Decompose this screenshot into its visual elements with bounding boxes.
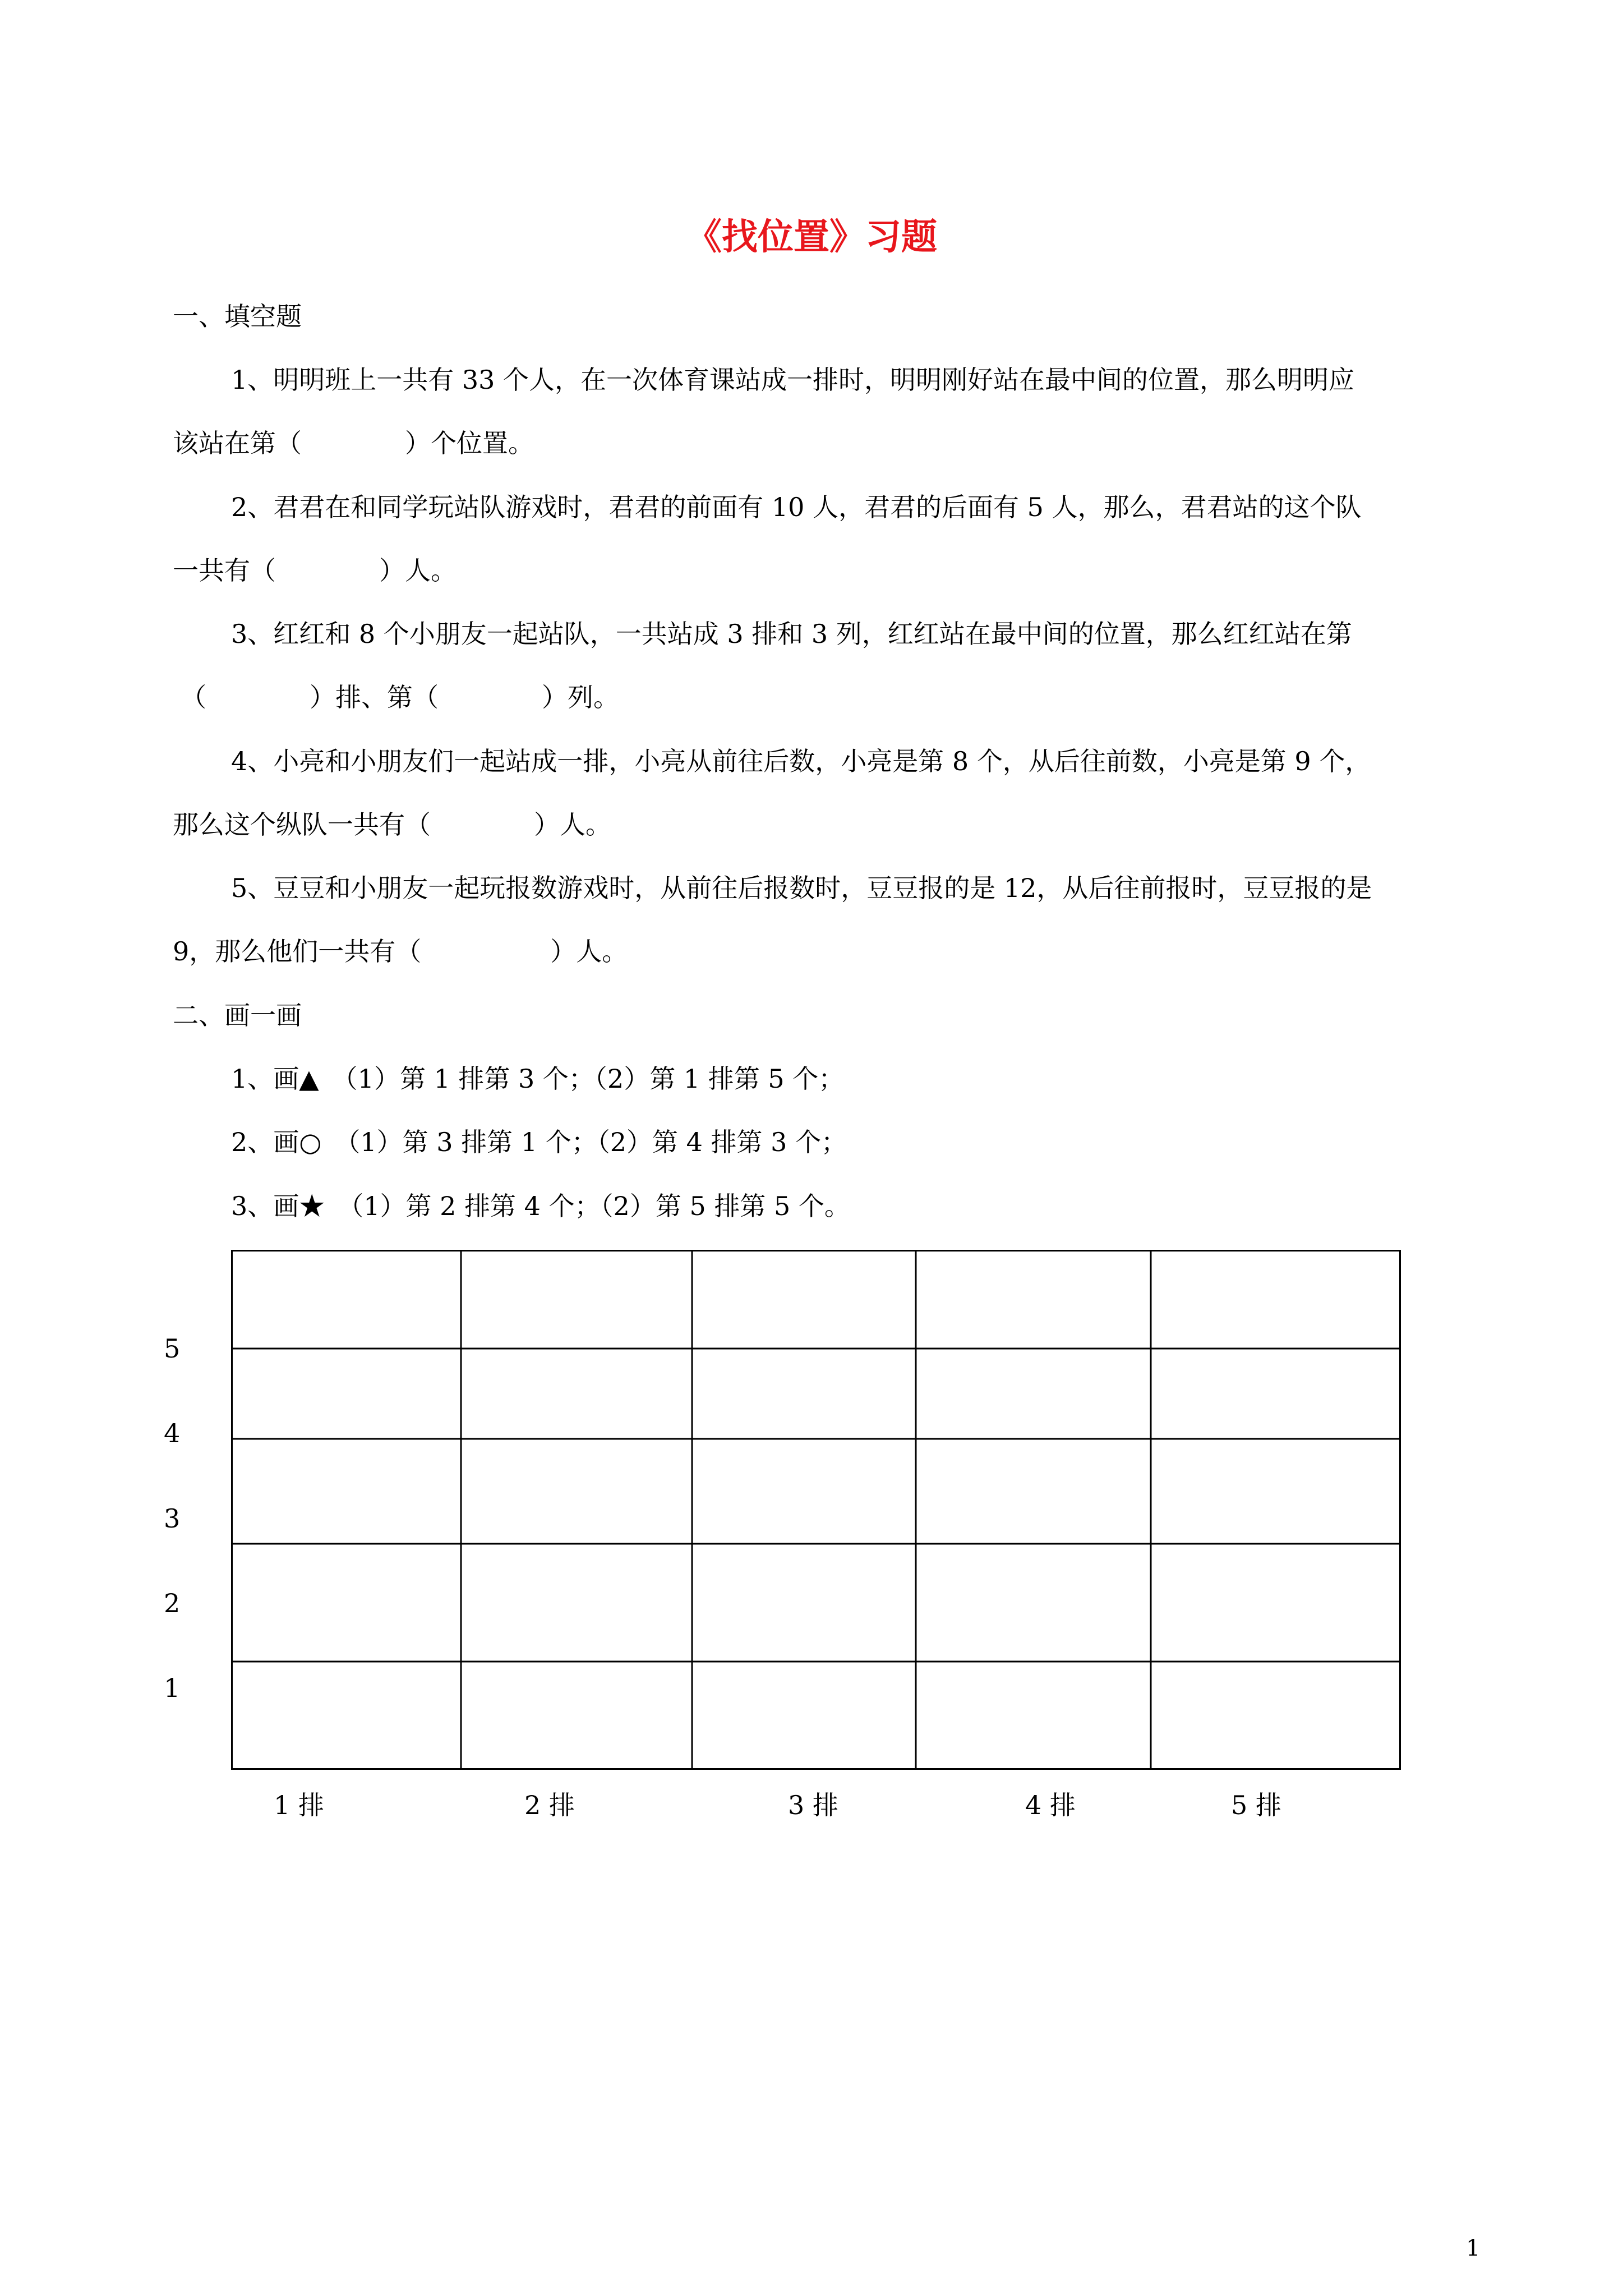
row-number-4: 4 [164, 1418, 181, 1448]
column-label-3: 3 排 [788, 1790, 838, 1820]
position-grid [231, 1250, 1401, 1770]
question-5-line-2: 9，那么他们一共有（ ）人。 [173, 936, 628, 967]
question-4-line-1: 4、小亮和小朋友们一起站成一排，小亮从前往后数，小亮是第 8 个，从后往前数，小亮是第 9 个， [231, 746, 1371, 776]
section-heading-draw: 二、画一画 [173, 1000, 302, 1030]
question-5-line-1: 5、豆豆和小朋友一起玩报数游戏时，从前往后报数时，豆豆报的是 12，从后往前报时，豆豆报的是 [231, 873, 1372, 903]
draw-item-2: 2、画○ （1）第 3 排第 1 个；（2）第 4 排第 3 个； [231, 1127, 847, 1157]
question-2-line-2: 一共有（ ）人。 [173, 555, 457, 586]
section-heading-fill-in: 一、填空题 [173, 301, 302, 332]
row-number-5: 5 [164, 1333, 181, 1364]
question-1-line-2: 该站在第（ ）个位置。 [173, 428, 534, 458]
question-2-line-1: 2、君君在和同学玩站队游戏时，君君的前面有 10 人，君君的后面有 5 人，那么，君君站的这个队 [231, 492, 1362, 522]
draw-item-1: 1、画▲ （1）第 1 排第 3 个；（2）第 1 排第 5 个； [231, 1064, 845, 1094]
draw-item-3: 3、画★ （1）第 2 排第 4 个；（2）第 5 排第 5 个。 [231, 1191, 850, 1221]
column-label-4: 4 排 [1025, 1790, 1076, 1820]
grid-lines [231, 1250, 1401, 1770]
question-3-line-2: （ ）排、第（ ）列。 [181, 682, 619, 712]
question-1-line-1: 1、明明班上一共有 33 个人，在一次体育课站成一排时，明明刚好站在最中间的位置，那么明明应 [231, 365, 1355, 395]
row-number-3: 3 [164, 1503, 181, 1534]
column-label-1: 1 排 [274, 1790, 324, 1820]
row-number-1: 1 [164, 1673, 181, 1703]
page-number: 1 [1466, 2235, 1481, 2261]
question-4-line-2: 那么这个纵队一共有（ ）人。 [173, 809, 611, 840]
row-number-2: 2 [164, 1588, 181, 1618]
column-label-2: 2 排 [524, 1790, 575, 1820]
question-3-line-1: 3、红红和 8 个小朋友一起站队，一共站成 3 排和 3 列，红红站在最中间的位置，那么红红站在第 [231, 619, 1352, 649]
column-label-5: 5 排 [1231, 1790, 1281, 1820]
page-title: 《找位置》习题 [686, 216, 937, 258]
grid-border [232, 1251, 1400, 1769]
